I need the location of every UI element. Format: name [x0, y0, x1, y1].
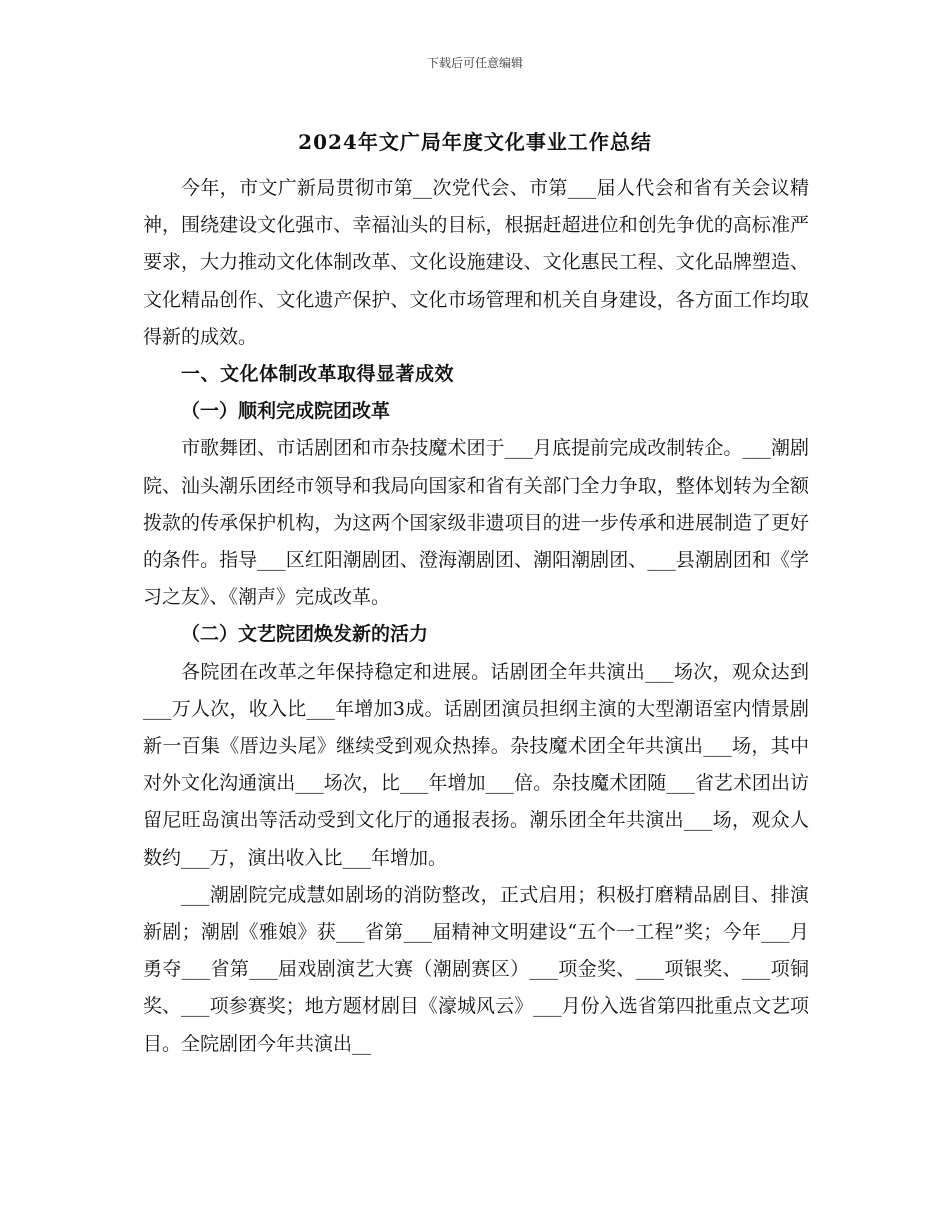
- subsection-heading-2: （二）文艺院团焕发新的活力: [181, 623, 429, 646]
- document-body: [143, 170, 809, 1063]
- section-heading: 一、文化体制改革取得显著成效: [181, 363, 455, 386]
- page-header: 下载后可任意编辑: [426, 56, 523, 70]
- document-title: 2024年文广局年度文化事业工作总结: [298, 130, 652, 154]
- intro-paragraph: 今年，市文广新局贯彻市第__次党代会、市第___届人代会和省有关会议精神，围绕建设文化强市、幸福汕头的目标，根据赶超进位和创先争优的高标准严要求，大力推动文化体制改革、文化设施建设、文化惠民工程、文化品牌塑造、文化精品创作、文化遗产保护、文化市场管理和机关自身建设，各方面工作均取得新的成效。: [143, 177, 809, 348]
- paragraph-opera-house: ___潮剧院完成慧如剧场的消防整改，正式启用；积极打磨精品剧目、排演新剧；潮剧《雅娘》获___省第___届精神文明建设“五个一工程”奖；今年___月勇夺___省第___届戏剧演艺大赛（潮剧赛区）___项金奖、___项银奖、___项铜奖、___项参赛奖；地方题材剧目《濠城风云》___月份入选省第四批重点文艺项目。全院剧团今年共演出__: [143, 883, 809, 1055]
- paragraph-reform: 市歌舞团、市话剧团和市杂技魔术团于___月底提前完成改制转企。___潮剧院、汕头潮乐团经市领导和我局向国家和省有关部门全力争取，整体划转为全额拨款的传承保护机构，为这两个国家级非遗项目的进一步传承和进展制造了更好的条件。指导___区红阳潮剧团、澄海潮剧团、潮阳潮剧团、___县潮剧团和《学习之友》、《潮声》完成改革。: [143, 437, 809, 609]
- subsection-heading-1: （一）顺利完成院团改革: [181, 400, 391, 423]
- paragraph-troupes: 各院团在改革之年保持稳定和进展。话剧团全年共演出___场次，观众达到___万人次，收入比___年增加3成。话剧团演员担纲主演的大型潮语室内情景剧新一百集《厝边头尾》继续受到观众热捧。杂技魔术团全年共演出___场，其中对外文化沟通演出___场次，比___年增加___倍。杂技魔术团随___省艺术团出访留尼旺岛演出等活动受到文化厅的通报表扬。潮乐团全年共演出___场，观众人数约___万，演出收入比___年增加。: [143, 660, 809, 869]
